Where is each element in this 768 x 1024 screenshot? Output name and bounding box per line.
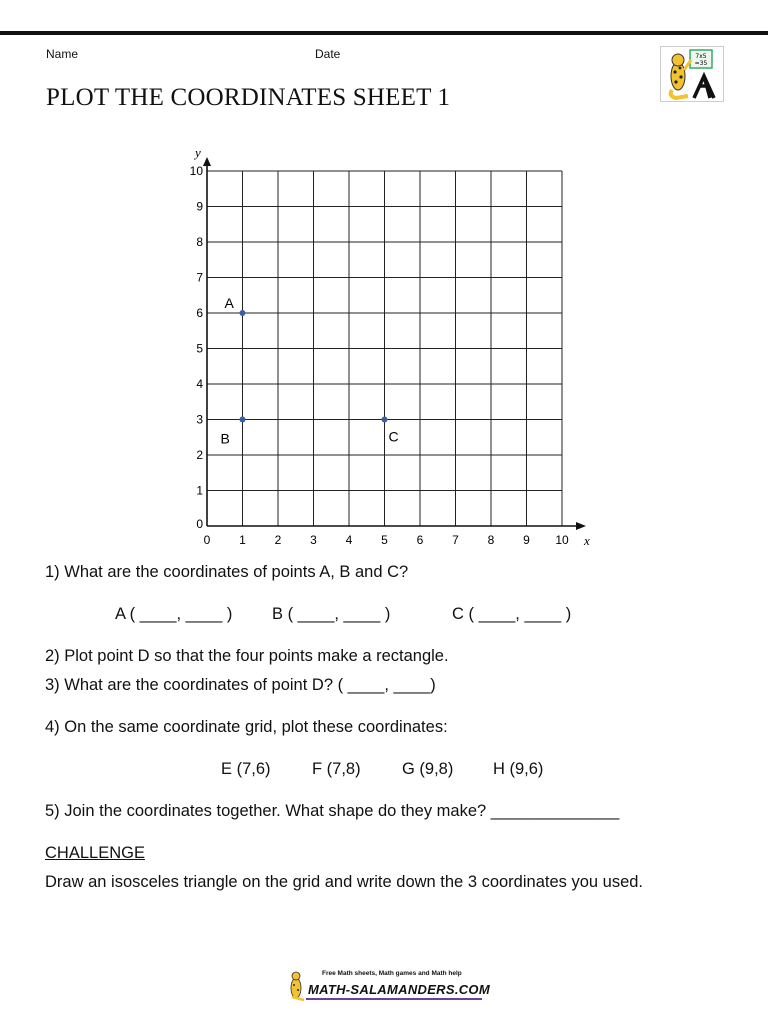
- y-tick-label: 6: [196, 306, 203, 320]
- x-tick-label: 7: [452, 533, 459, 547]
- point-label-a: A: [224, 295, 234, 311]
- question-2: 2) Plot point D so that the four points make a rectangle.: [45, 647, 449, 665]
- y-tick-label: 0: [196, 517, 203, 531]
- page-title: PLOT THE COORDINATES SHEET 1: [46, 84, 451, 111]
- x-tick-label: 5: [381, 533, 388, 547]
- y-tick-label: 3: [196, 412, 203, 427]
- x-axis-arrow: [576, 522, 586, 530]
- x-tick-label: 2: [274, 533, 282, 547]
- coord-g: G (9,8): [402, 760, 454, 778]
- y-axis-arrow: [203, 157, 211, 166]
- point-label-b: B: [220, 430, 230, 447]
- logo-board-line-2: =35: [694, 60, 708, 67]
- y-tick-label: 7: [196, 270, 203, 285]
- x-tick-label: 1: [239, 533, 246, 547]
- answer-a-blank: A ( ____, ____ ): [115, 605, 233, 623]
- x-axis-label: x: [584, 533, 590, 548]
- point-label-c: C: [388, 428, 399, 445]
- question-4: 4) On the same coordinate grid, plot these coordinates:: [45, 718, 448, 736]
- y-tick-label: 1: [196, 483, 203, 498]
- coord-e: E (7,6): [221, 760, 271, 778]
- x-tick-label: 3: [310, 533, 317, 547]
- point-c: [382, 417, 388, 423]
- logo-board-line-1: 7x5: [695, 53, 707, 60]
- coord-f: F (7,8): [312, 760, 361, 778]
- salamander-footer-icon: [286, 970, 308, 1002]
- footer-site: MATH-SALAMANDERS.COM: [308, 982, 490, 997]
- name-label: Name: [46, 47, 79, 61]
- x-tick-label: 10: [555, 533, 569, 547]
- x-tick-label: 9: [523, 533, 530, 547]
- footer-brand: [286, 968, 490, 1008]
- question-1: 1) What are the coordinates of points A, B and C?: [45, 563, 409, 581]
- y-tick-label: 8: [196, 235, 203, 249]
- x-tick-label: 0: [203, 533, 211, 547]
- challenge-text: Draw an isosceles triangle on the grid and write down the 3 coordinates you used.: [45, 873, 644, 891]
- y-tick-label: 9: [196, 199, 203, 214]
- date-label: Date: [315, 47, 341, 61]
- point-b: [240, 417, 246, 423]
- y-axis-label: y: [195, 145, 201, 160]
- x-tick-label: 6: [416, 533, 424, 547]
- question-5: 5) Join the coordinates together. What shape do they make? ______________: [45, 802, 620, 820]
- y-tick-label: 5: [196, 341, 203, 356]
- answer-b-blank: B ( ____, ____ ): [272, 605, 391, 623]
- x-tick-label: 8: [487, 533, 495, 547]
- coord-h: H (9,6): [493, 760, 544, 778]
- question-3: 3) What are the coordinates of point D? ( ____, ____): [45, 676, 436, 694]
- answer-c-blank: C ( ____, ____ ): [452, 605, 572, 623]
- point-a: [240, 310, 246, 316]
- footer-underline: [306, 998, 482, 1000]
- challenge-heading: CHALLENGE: [45, 844, 145, 862]
- y-tick-label: 2: [196, 448, 203, 462]
- footer-tagline: Free Math sheets, Math games and Math help: [322, 970, 462, 977]
- x-tick-label: 4: [345, 533, 353, 547]
- y-tick-label: 4: [196, 377, 203, 391]
- y-tick-label: 10: [189, 164, 203, 178]
